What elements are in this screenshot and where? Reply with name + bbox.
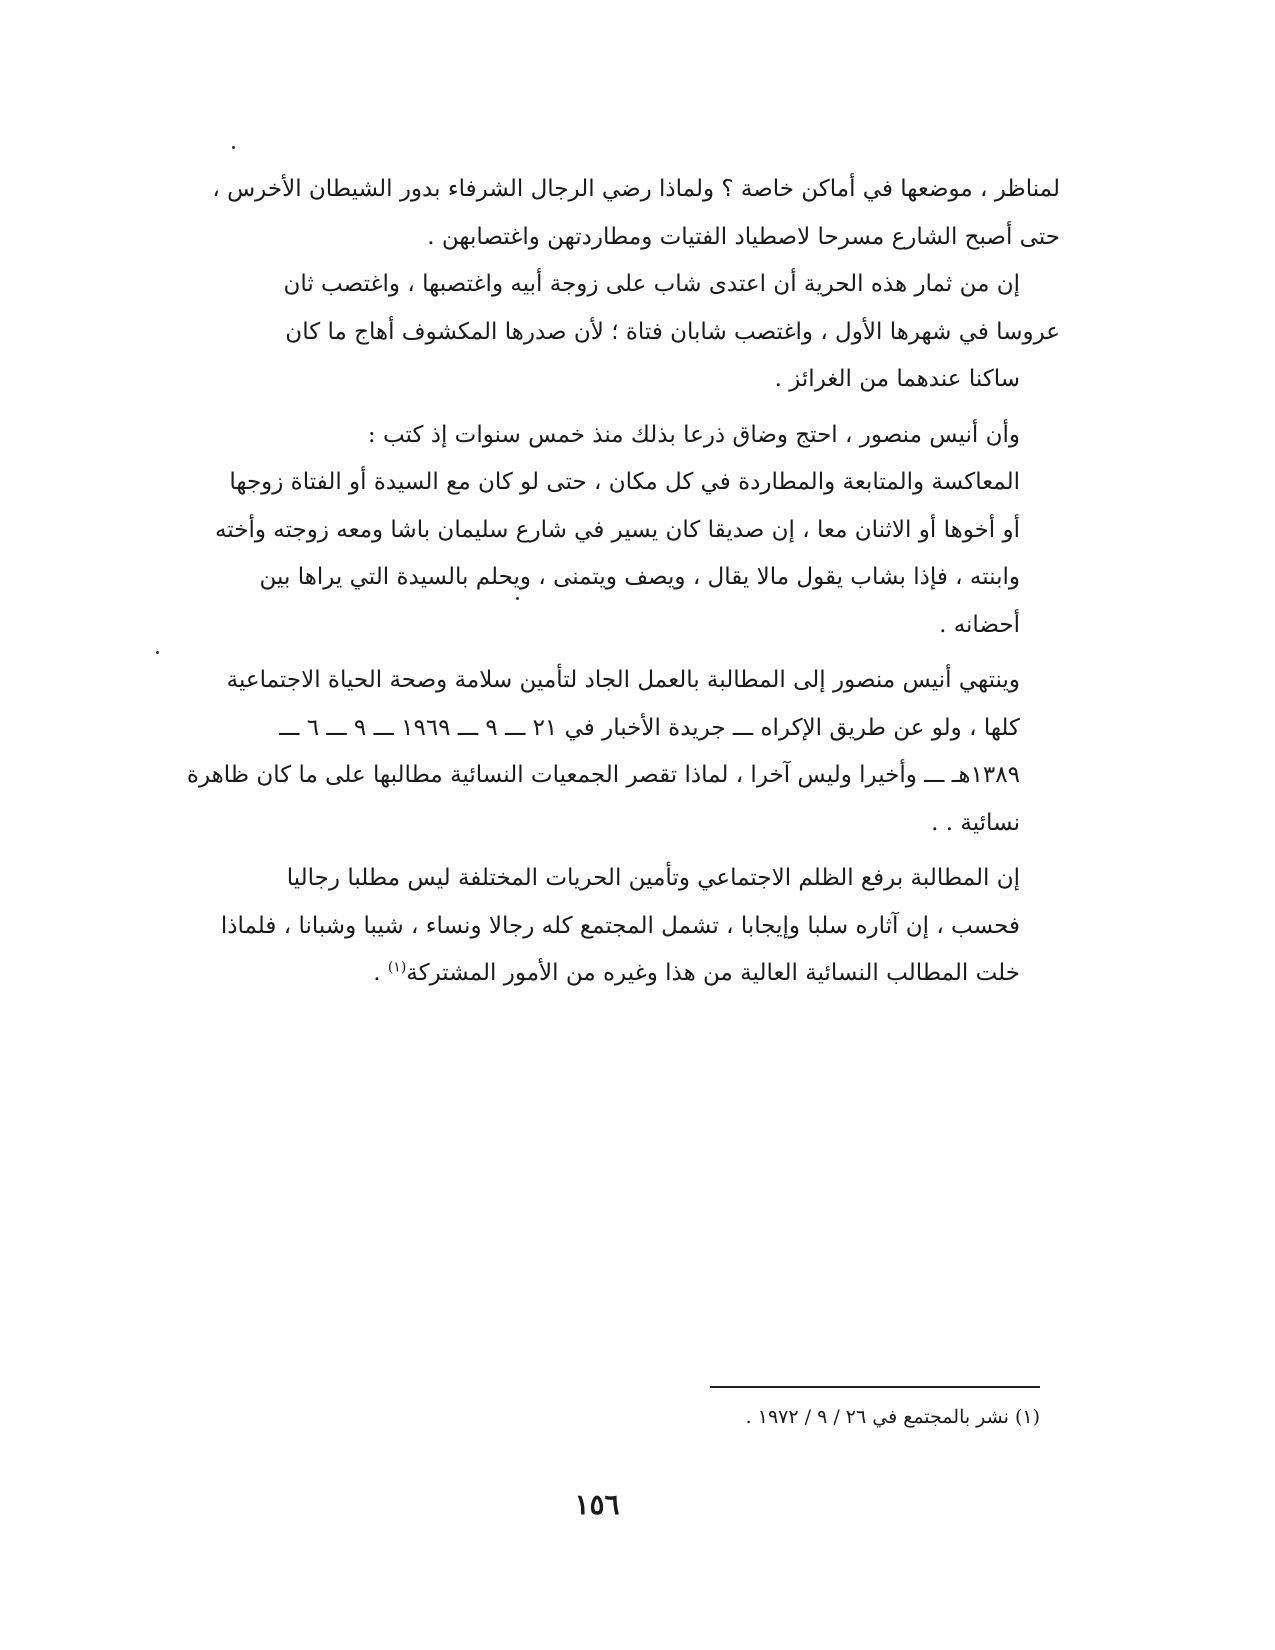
text-line: ١٣٨٩هـ ـــ وأخيرا وليس آخرا ، لماذا تقصر الجمعيات النسائية مطالبها على ما كان ظاهرة [186, 762, 1020, 788]
footnote-marker[interactable]: (١) [387, 959, 407, 976]
paragraph [172, 855, 1060, 998]
footnote-divider [710, 1386, 1040, 1388]
quoted-paragraph [172, 459, 1060, 649]
page-number: ١٥٦ [574, 1488, 620, 1521]
text-line-content: خلت المطالب النسائية العالية من هذا وغيره من الأمور المشتركة [406, 960, 1020, 986]
text-line [172, 950, 1060, 998]
sentence-end: . [373, 960, 388, 986]
text-line: كلها ، ولو عن طريق الإكراه ـــ جريدة الأخبار في ٢١ ـــ ٩ ـــ ١٩٦٩ ـــ ٩ ـــ ٦ ـــ [279, 714, 1020, 741]
text-line: وأن أنيس منصور ، احتج وضاق ذرعا بذلك منذ خمس سنوات إذ كتب : [367, 421, 1020, 448]
text-line: فحسب ، إن آثاره سلبا وإيجابا ، تشمل المجتمع كله رجالا ونساء ، شيبا وشبانا ، فلماذا [220, 912, 1020, 939]
text-line: أو أخوها أو الاثنان معا ، إن صديقا كان يسير في شارع سليمان باشا ومعه زوجته وأخته [214, 516, 1020, 543]
text-line: نسائية . . [931, 809, 1020, 836]
paragraph [172, 657, 1060, 847]
text-line: لمناظر ، موضعها في أماكن خاصة ؟ ولماذا رضي الرجال الشرفاء بدور الشيطان الأخرس ، [212, 176, 1060, 202]
text-line: إن المطالبة برفع الظلم الاجتماعي وتأمين الحريات المختلفة ليس مطلبا رجاليا [286, 865, 1020, 891]
text-line: عروسا في شهرها الأول ، واغتصب شابان فتاة ؛ لأن صدرها المكشوف أهاج ما كان [285, 318, 1060, 345]
footnote: (١) نشر بالمجتمع في ٢٦ / ٩ / ١٩٧٢ . [745, 1406, 1040, 1428]
paragraph [172, 412, 1060, 460]
scan-speck [156, 651, 159, 654]
body-text [172, 166, 1060, 998]
scan-speck [232, 146, 235, 149]
text-line: أحضانه . [939, 611, 1020, 638]
paragraph [172, 261, 1060, 404]
text-line: وينتهي أنيس منصور إلى المطالبة بالعمل الجاد لتأمين سلامة وصحة الحياة الاجتماعية [226, 667, 1020, 693]
text-line: حتى أصبح الشارع مسرحا لاصطياد الفتيات ومطاردتهن واغتصابهن . [427, 223, 1060, 250]
text-line: المعاكسة والمتابعة والمطاردة في كل مكان ، حتى لو كان مع السيدة أو الفتاة زوجها [229, 469, 1020, 495]
text-line: وابنته ، فإذا بشاب يقول مالا يقال ، ويصف ويتمنى ، ويحلم بالسيدة التي يراها بين [259, 564, 1020, 590]
text-line: ساكنا عندهما من الغرائز . [774, 366, 1020, 392]
paragraph [172, 166, 1060, 261]
text-line: إن من ثمار هذه الحرية أن اعتدى شاب على زوجة أبيه واغتصبها ، واغتصب ثان [283, 271, 1020, 297]
